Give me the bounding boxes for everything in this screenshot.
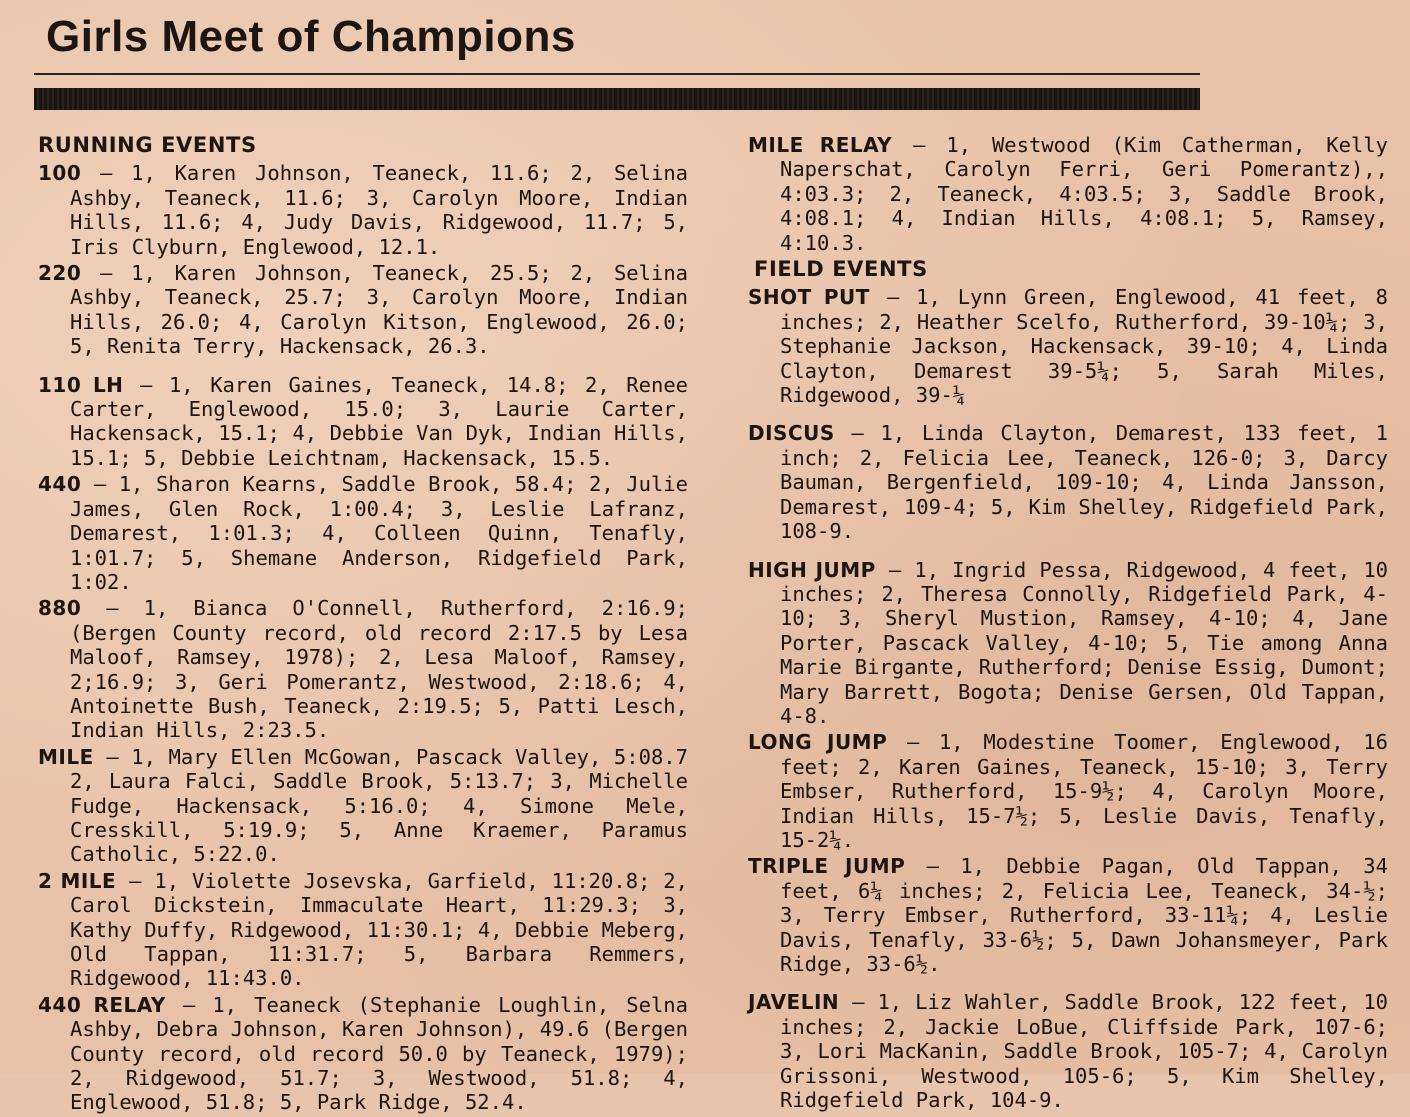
event-separator: —: [875, 557, 915, 582]
event-separator: —: [869, 285, 917, 310]
event-results: 1, Debbie Pagan, Old Tappan, 34 feet, 6¼ inches; 2, Felicia Lee, Teaneck, 34-½; 3, Terry Embser, Rutherford, 33-11¼; 4, Leslie Davis, Tenafly, 33-6½; 5, Dawn Johansmeyer, Park Ridge, 33-6½.: [780, 854, 1388, 976]
event-name: 440: [38, 472, 82, 497]
event-name: LONG JUMP: [748, 730, 888, 755]
event-separator: —: [81, 596, 144, 621]
event-name: 220: [38, 261, 82, 286]
event-triple-jump: [748, 854, 1388, 976]
event-results: 1, Liz Wahler, Saddle Brook, 122 feet, 10 inches; 2, Jackie LoBue, Cliffside Park, 107-6; 3, Lori MacKanin, Saddle Brook, 105-7; 4, Carolyn Grissoni, Westwood, 105-6; 5, Kim Shelley, Ridgefield Park, 104-9.: [780, 990, 1389, 1113]
event-name: JAVELIN: [748, 990, 840, 1015]
headline-rule: [34, 73, 1200, 75]
event-880: [38, 596, 688, 742]
event-results: 1, Mary Ellen McGowan, Pascack Valley, 5:08.7 2, Laura Falci, Saddle Brook, 5:13.7; 3, Michelle Fudge, Hackensack, 5:16.0; 4, Simone Mele, Cresskill, 5:19.9; 5, Anne Kraemer, Paramus Catholic, 5:22.0.: [70, 744, 688, 867]
running-events-column: [38, 133, 688, 1117]
event-separator: —: [887, 730, 939, 755]
event-440: [38, 472, 688, 594]
event-mile-relay: [748, 133, 1388, 255]
event-results: 1, Bianca O'Connell, Rutherford, 2:16.9; (Bergen County record, old record 2:17.5 by Lesa Maloof, Ramsey, 1978); 2, Lesa Maloof, Ramsey, 2;16.9; 3, Geri Pomerantz, Westwood, 2:18.6; 4, Antoinette Bush, Teaneck, 2:19.5; 5, Patti Lesch, Indian Hills, 2:23.5.: [70, 596, 688, 743]
event-name: 880: [38, 596, 82, 621]
event-results: 1, Linda Clayton, Demarest, 133 feet, 1 inch; 2, Felicia Lee, Teaneck, 126-0; 3, Darcy Bauman, Bergenfield, 109-10; 4, Linda Jansson, Demarest, 109-4; 5, Kim Shelley, Ridgefield Park, 108-9.: [780, 421, 1389, 544]
event-separator: —: [81, 472, 119, 497]
event-discus: [748, 421, 1388, 543]
event-name: TRIPLE JUMP: [748, 854, 906, 879]
field-events-column: [748, 133, 1388, 1114]
event-separator: —: [165, 992, 213, 1017]
event-name: MILE RELAY: [748, 133, 893, 157]
event-2-mile: [38, 869, 688, 991]
event-separator: —: [834, 421, 881, 446]
event-separator: —: [81, 261, 132, 286]
event-results: 1, Teaneck (Stephanie Loughlin, Selna Ashby, Debra Johnson, Karen Johnson), 49.6 (Bergen County record, old record 50.0 by Teaneck, 1979); 2, Ridgewood, 51.7; 3, Westwood, 51.8; 4, Englewood, 51.8; 5, Park Ridge, 52.4.: [70, 992, 688, 1115]
event-name: 100: [38, 161, 82, 186]
event-mile: [38, 745, 688, 867]
event-high-jump: [748, 558, 1388, 729]
event-separator: —: [905, 854, 961, 879]
event-results: 1, Lynn Green, Englewood, 41 feet, 8 inches; 2, Heather Scelfo, Rutherford, 39-10¼; 3, Stephanie Jackson, Hackensack, 39-10; 4, Linda Clayton, Demarest 39-5¼; 5, Sarah Miles, Ridgewood, 39-¼: [780, 285, 1388, 408]
event-results: 1, Modestine Toomer, Englewood, 16 feet; 2, Karen Gaines, Teaneck, 15-10; 3, Terry Embser, Rutherford, 15-9½; 4, Carolyn Moore, Indian Hills, 15-7½; 5, Leslie Davis, Tenafly, 15-2¼.: [780, 730, 1388, 852]
event-results: 1, Karen Johnson, Teaneck, 25.5; 2, Selina Ashby, Teaneck, 25.7; 3, Carolyn Moore, Indian Hills, 26.0; 4, Carolyn Kitson, Englewood, 26.0; 5, Renita Terry, Hackensack, 26.3.: [70, 261, 688, 359]
event-separator: —: [93, 744, 132, 769]
event-separator: —: [839, 990, 878, 1015]
event-100: [38, 161, 688, 259]
event-results: 1, Violette Josevska, Garfield, 11:20.8; 2, Carol Dickstein, Immaculate Heart, 11:29.3; 3, Kathy Duffy, Ridgewood, 11:30.1; 4, Debbie Meberg, Old Tappan, 11:31.7; 5, Barbara Remmers, Ridgewood, 11:43.0.: [70, 868, 688, 991]
event-name: 2 MILE: [38, 868, 117, 893]
event-long-jump: [748, 730, 1388, 852]
event-110-lh: [38, 373, 688, 471]
event-220: [38, 261, 688, 359]
event-shot-put: [748, 285, 1388, 407]
event-results: 1, Westwood (Kim Catherman, Kelly Naperschat, Carolyn Ferri, Geri Pomerantz),, 4:03.3; 2, Teaneck, 4:03.5; 3, Saddle Brook, 4:08.1; 4, Indian Hills, 4:08.1; 5, Ramsey, 4:10.3.: [780, 133, 1388, 255]
event-440-relay: [38, 993, 688, 1115]
event-results: 1, Ingrid Pessa, Ridgewood, 4 feet, 10 inches; 2, Theresa Connolly, Ridgefield Park, 4-10; 3, Sheryl Mustion, Ramsey, 4-10; 4, Jane Porter, Pascack Valley, 4-10; 5, Tie among Anna Marie Birgante, Rutherford; Denise Essig, Dumont; Mary Barrett, Bogota; Denise Gersen, Old Tappan, 4-8.: [780, 557, 1389, 728]
event-name: HIGH JUMP: [748, 557, 876, 582]
event-javelin: [748, 990, 1388, 1112]
event-separator: —: [123, 372, 169, 397]
section-title-running: RUNNING EVENTS: [38, 133, 257, 157]
event-name: 440 RELAY: [38, 992, 166, 1017]
page-title: Girls Meet of Champions: [46, 12, 576, 61]
headline-bar: [34, 88, 1200, 110]
event-results: 1, Karen Gaines, Teaneck, 14.8; 2, Renee Carter, Englewood, 15.0; 3, Laurie Carter, Hackensack, 15.1; 4, Debbie Van Dyk, Indian Hills, 15.1; 5, Debbie Leichtnam, Hackensack, 15.5.: [70, 372, 689, 470]
event-separator: —: [81, 161, 132, 186]
event-results: 1, Karen Johnson, Teaneck, 11.6; 2, Selina Ashby, Teaneck, 11.6; 3, Carolyn Moore, Indian Hills, 11.6; 4, Judy Davis, Ridgewood, 11.7; 5, Iris Clyburn, Englewood, 12.1.: [70, 161, 688, 259]
event-name: 110 LH: [38, 372, 124, 397]
event-separator: —: [116, 868, 155, 893]
event-results: 1, Sharon Kearns, Saddle Brook, 58.4; 2, Julie James, Glen Rock, 1:00.4; 3, Leslie Lafranz, Demarest, 1:01.3; 4, Colleen Quinn, Tenafly, 1:01.7; 5, Shemane Anderson, Ridgefield Park, 1:02.: [70, 472, 688, 594]
event-separator: —: [892, 133, 947, 157]
event-name: DISCUS: [748, 421, 835, 446]
event-name: SHOT PUT: [748, 285, 870, 310]
section-title-field: FIELD EVENTS: [754, 257, 928, 282]
event-name: MILE: [38, 744, 94, 769]
